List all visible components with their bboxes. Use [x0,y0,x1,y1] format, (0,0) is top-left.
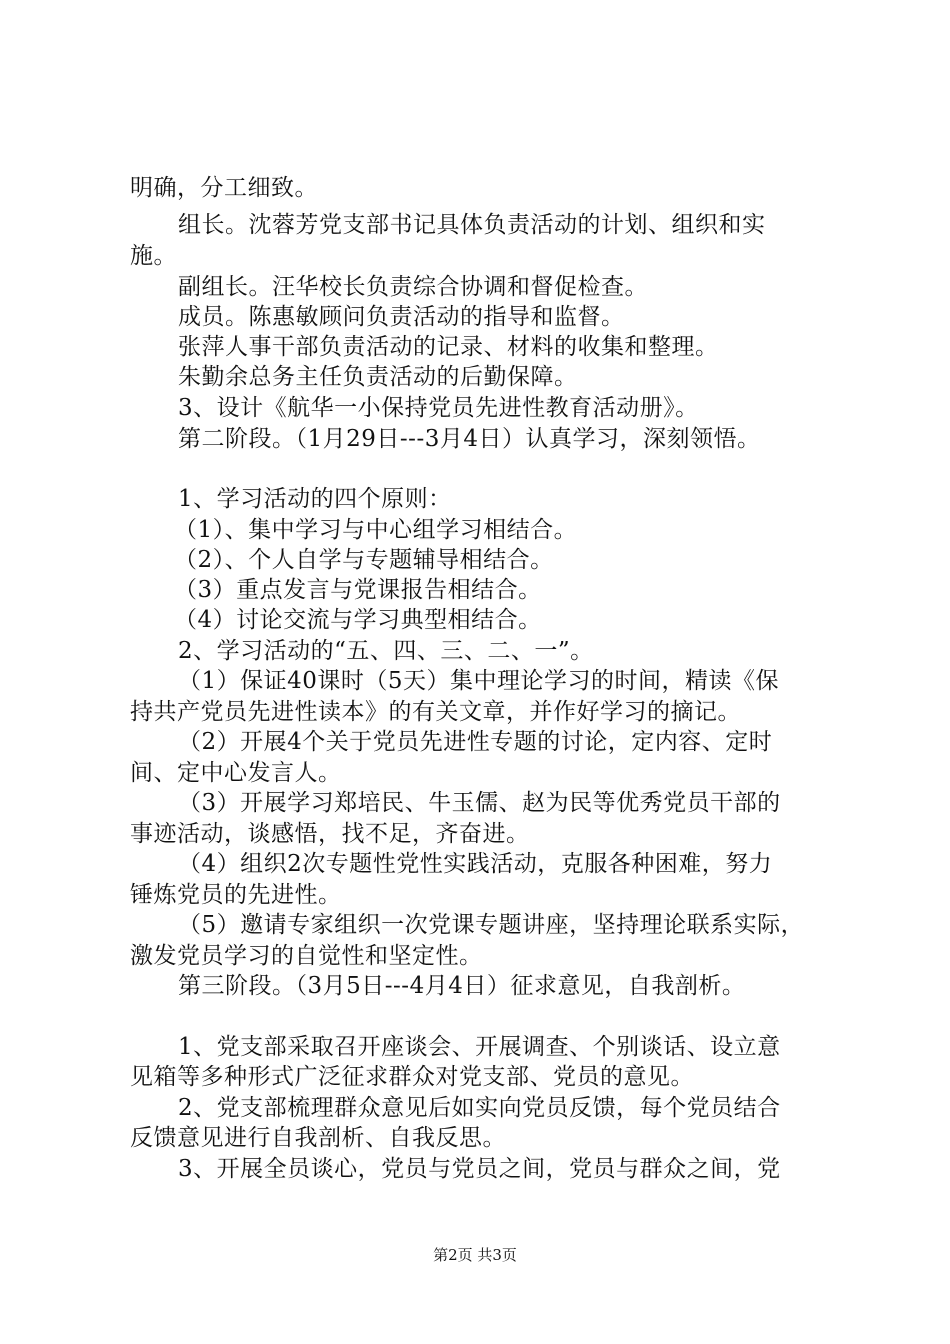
text-line: 朱勤余总务主任负责活动的后勤保障。 [178,364,578,390]
section-heading: 第三阶段。（3月5日---4月4日）征求意见，自我剖析。 [178,973,746,999]
text-line: （3）开展学习郑培民、牛玉儒、赵为民等优秀党员干部的 [178,790,781,816]
text-line: 3、开展全员谈心，党员与党员之间，党员与群众之间，党 [178,1156,781,1182]
text-line: 间、定中心发言人。 [130,760,342,786]
text-line: （2）、个人自学与专题辅导相结合。 [174,547,554,573]
text-line: 1、党支部采取召开座谈会、开展调查、个别谈话、设立意 [178,1034,781,1060]
text-line: （4）讨论交流与学习典型相结合。 [174,607,542,633]
text-line: （2）开展4个关于党员先进性专题的讨论，定内容、定时 [178,729,773,755]
section-heading: 第二阶段。（1月29日---3月4日）认真学习，深刻领悟。 [178,426,761,452]
text-line: 张萍人事干部负责活动的记录、材料的收集和整理。 [178,334,719,360]
text-line: 持共产党员先进性读本》的有关文章，并作好学习的摘记。 [130,699,741,725]
text-line: 2、党支部梳理群众意见后如实向党员反馈，每个党员结合 [178,1095,781,1121]
text-line: 3、设计《航华一小保持党员先进性教育活动册》。 [178,395,699,421]
text-line: 成员。陈惠敏顾问负责活动的指导和监督。 [178,304,625,330]
text-line: 明确，分工细致。 [130,175,318,201]
text-line: （1）保证40课时（5天）集中理论学习的时间，精读《保 [178,668,780,694]
text-line: 2、学习活动的“五、四、三、二、一”。 [178,638,594,664]
text-line: 施。 [130,243,177,269]
text-line: （3）重点发言与党课报告相结合。 [174,577,542,603]
text-line: 反馈意见进行自我剖析、自我反思。 [130,1125,506,1151]
text-line: 锤炼党员的先进性。 [130,882,342,908]
text-line: （1）、集中学习与中心组学习相结合。 [174,517,578,543]
page-number-footer: 第2页 共3页 [433,1246,517,1264]
text-line: 组长。沈蓉芳党支部书记具体负责活动的计划、组织和实 [178,212,766,238]
text-line: （5）邀请专家组织一次党课专题讲座，坚持理论联系实际， [178,912,805,938]
text-line: 1、学习活动的四个原则： [178,486,452,512]
text-line: 见箱等多种形式广泛征求群众对党支部、党员的意见。 [130,1064,694,1090]
text-line: 激发党员学习的自觉性和坚定性。 [130,943,483,969]
text-line: 副组长。汪华校长负责综合协调和督促检查。 [178,274,648,300]
text-line: （4）组织2次专题性党性实践活动，克服各种困难，努力 [178,851,773,877]
text-line: 事迹活动，谈感悟，找不足，齐奋进。 [130,821,530,847]
